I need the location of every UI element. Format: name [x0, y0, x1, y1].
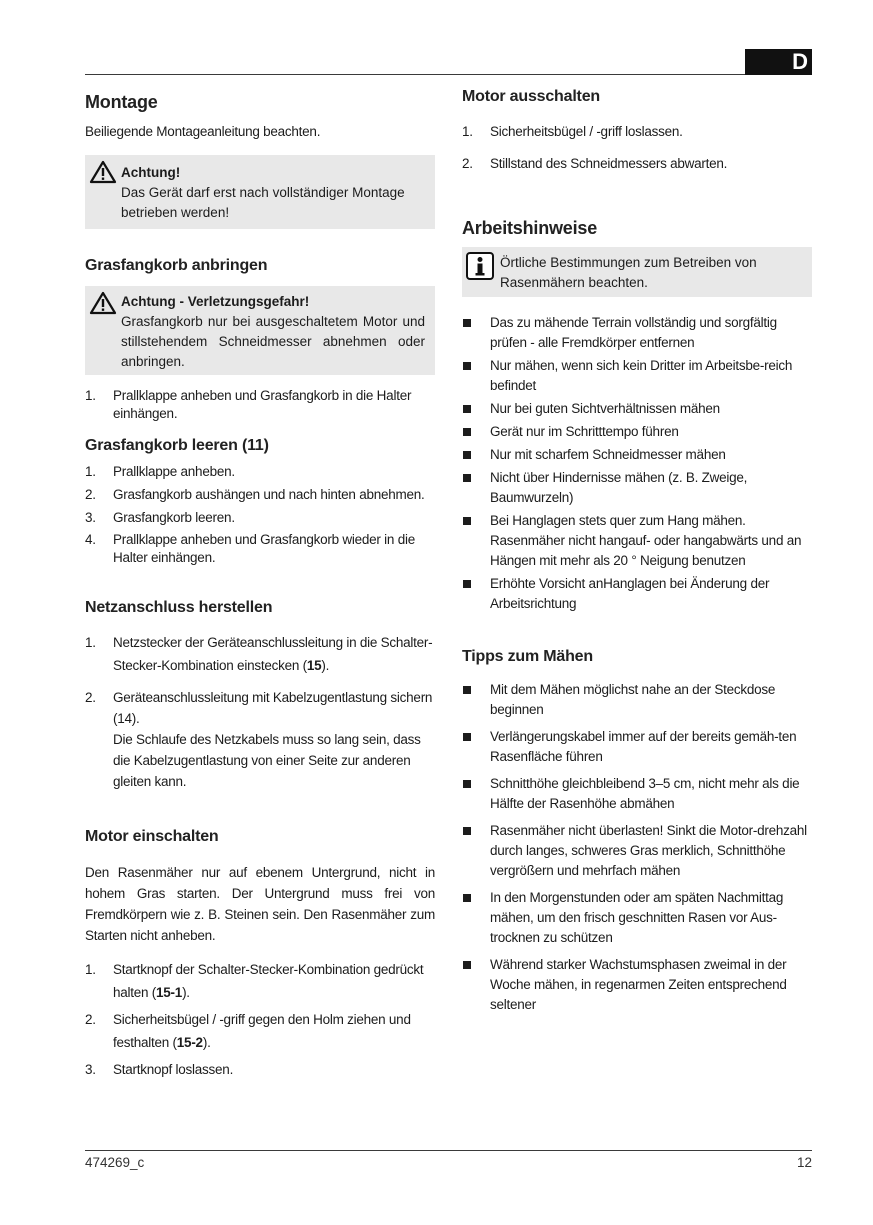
list-item: 1. Sicherheitsbügel / -griff loslassen. — [462, 124, 683, 139]
list-item: In den Morgenstunden oder am späten Nachmittag mähen, um den frisch geschnitten Rasen vor Aus-trocknen zu schützen — [462, 888, 812, 948]
warning-title: Achtung! — [121, 165, 181, 180]
list-item: 3. Grasfangkorb leeren. — [85, 510, 235, 525]
bullet-square-icon — [463, 961, 471, 969]
list-item: 1. Netzstecker der Geräteanschlussleitung in die Schalter-Stecker-Kombination einstecken (15). — [85, 635, 433, 673]
header-rule — [85, 74, 812, 75]
warning-title: Achtung - Verletzungsgefahr! — [121, 294, 310, 309]
list-tipps — [462, 680, 812, 1015]
section-title-grasfang-anbringen: Grasfangkorb anbringen — [85, 257, 268, 274]
bullet-square-icon — [463, 405, 471, 413]
list-item: Rasenmäher nicht überlasten! Sinkt die Motor-drehzahl durch langes, schweres Gras merklich, Schnitthöhe vergrößern und mehrfach mähen — [462, 821, 812, 881]
section-title-motor-aus: Motor ausschalten — [462, 88, 600, 105]
list-item: 1. Prallklappe anheben und Grasfangkorb in die Halter einhängen. — [85, 388, 412, 421]
warning-triangle-icon — [89, 160, 117, 184]
language-code: D — [792, 49, 808, 74]
list-item: Während starker Wachstumsphasen zweimal in der Woche mähen, in regenarmen Zeiten entsprechend seltener — [462, 955, 812, 1015]
list-item: Nur bei guten Sichtverhältnissen mähen — [462, 399, 812, 419]
list-item: Nur mähen, wenn sich kein Dritter im Arbeitsbe-reich befindet — [462, 356, 812, 396]
bullet-square-icon — [463, 733, 471, 741]
motor-ein-paragraph: Den Rasenmäher nur auf ebenem Untergrund, nicht in hohem Gras starten. Der Untergrund muss frei von Fremdkörpern wie z. B. Steinen sein. Den Rasenmäher zum Starten nicht anheben. — [85, 865, 435, 943]
section-title-grasfang-leeren: Grasfangkorb leeren (11) — [85, 437, 269, 454]
warning-triangle-icon — [89, 291, 117, 315]
section-title-tipps: Tipps zum Mähen — [462, 648, 593, 665]
list-item: Gerät nur im Schritttempo führen — [462, 422, 812, 442]
warning-text: Das Gerät darf erst nach vollständiger Montage betrieben werden! — [121, 185, 405, 220]
info-box — [462, 247, 812, 297]
bullet-square-icon — [463, 894, 471, 902]
info-text: Örtliche Bestimmungen zum Betreiben von Rasenmähern beachten. — [500, 255, 757, 290]
footer-rule — [85, 1150, 812, 1151]
info-icon — [465, 251, 495, 281]
bullet-square-icon — [463, 319, 471, 327]
list-item: Nicht über Hindernisse mähen (z. B. Zweige, Baumwurzeln) — [462, 468, 812, 508]
list-item: 1. Startknopf der Schalter-Stecker-Kombination gedrückt halten (15-1). — [85, 962, 424, 1000]
list-item: Verlängerungskabel immer auf der bereits gemäh-ten Rasenfläche führen — [462, 727, 812, 767]
section-title-netzanschluss: Netzanschluss herstellen — [85, 599, 273, 616]
list-item: Nur mit scharfem Schneidmesser mähen — [462, 445, 812, 465]
list-item: 1. Prallklappe anheben. — [85, 464, 235, 479]
steps-netzanschluss — [85, 631, 435, 792]
warning-box-montage — [85, 155, 435, 229]
list-item: 2. Stillstand des Schneidmessers abwarten. — [462, 156, 728, 171]
language-tab — [745, 49, 812, 75]
list-item: 4. Prallklappe anheben und Grasfangkorb wieder in die Halter einhängen. — [85, 532, 415, 565]
list-item: Bei Hanglagen stets quer zum Hang mähen. Rasenmäher nicht hangauf- oder hangabwärts und an Hängen mit mehr als 20 ° Neigung benutzen — [462, 511, 812, 571]
document-id: 474269_c — [85, 1155, 145, 1170]
steps-motor-ein — [85, 958, 435, 1081]
list-item: 2. Geräteanschlussleitung mit Kabelzugentlastung sichern (14). Die Schlaufe des Netzkabels muss so lang sein, dass die Kabelzugentlastung von einer Seite zur anderen gleiten kann. — [85, 690, 433, 789]
bullet-square-icon — [463, 580, 471, 588]
bullet-square-icon — [463, 780, 471, 788]
bullet-square-icon — [463, 474, 471, 482]
steps-leeren — [85, 462, 435, 567]
list-arbeitshinweise — [462, 313, 812, 614]
left-column — [85, 86, 435, 1081]
list-item: Das zu mähende Terrain vollständig und sorgfältig prüfen - alle Fremdkörper entfernen — [462, 313, 812, 353]
bullet-square-icon — [463, 451, 471, 459]
bullet-square-icon — [463, 517, 471, 525]
warning-box-verletzung — [85, 286, 435, 375]
page-number: 12 — [796, 1155, 812, 1170]
steps-anbringen — [85, 387, 435, 423]
section-title-arbeitshinweise: Arbeitshinweise — [462, 218, 598, 238]
steps-motor-aus — [462, 122, 812, 174]
list-item: 2. Grasfangkorb aushängen und nach hinten abnehmen. — [85, 487, 425, 502]
warning-text: Grasfangkorb nur bei ausgeschaltetem Motor und stillstehendem Schneidmesser abnehmen oder anbringen. — [121, 314, 425, 369]
list-item: Schnitthöhe gleichbleibend 3–5 cm, nicht mehr als die Hälfte der Rasenhöhe abmähen — [462, 774, 812, 814]
list-item: 3. Startknopf loslassen. — [85, 1062, 234, 1077]
section-title-montage: Montage — [85, 92, 158, 112]
list-item: 2. Sicherheitsbügel / -griff gegen den Holm ziehen und festhalten (15-2). — [85, 1012, 411, 1050]
list-item: Mit dem Mähen möglichst nahe an der Steckdose beginnen — [462, 680, 812, 720]
list-item: Erhöhte Vorsicht anHanglagen bei Änderung der Arbeitsrichtung — [462, 574, 812, 614]
bullet-square-icon — [463, 428, 471, 436]
montage-intro: Beiliegende Montageanleitung beachten. — [85, 124, 321, 139]
bullet-square-icon — [463, 827, 471, 835]
section-title-motor-ein: Motor einschalten — [85, 828, 219, 845]
bullet-square-icon — [463, 362, 471, 370]
bullet-square-icon — [463, 686, 471, 694]
right-column — [462, 86, 812, 1015]
